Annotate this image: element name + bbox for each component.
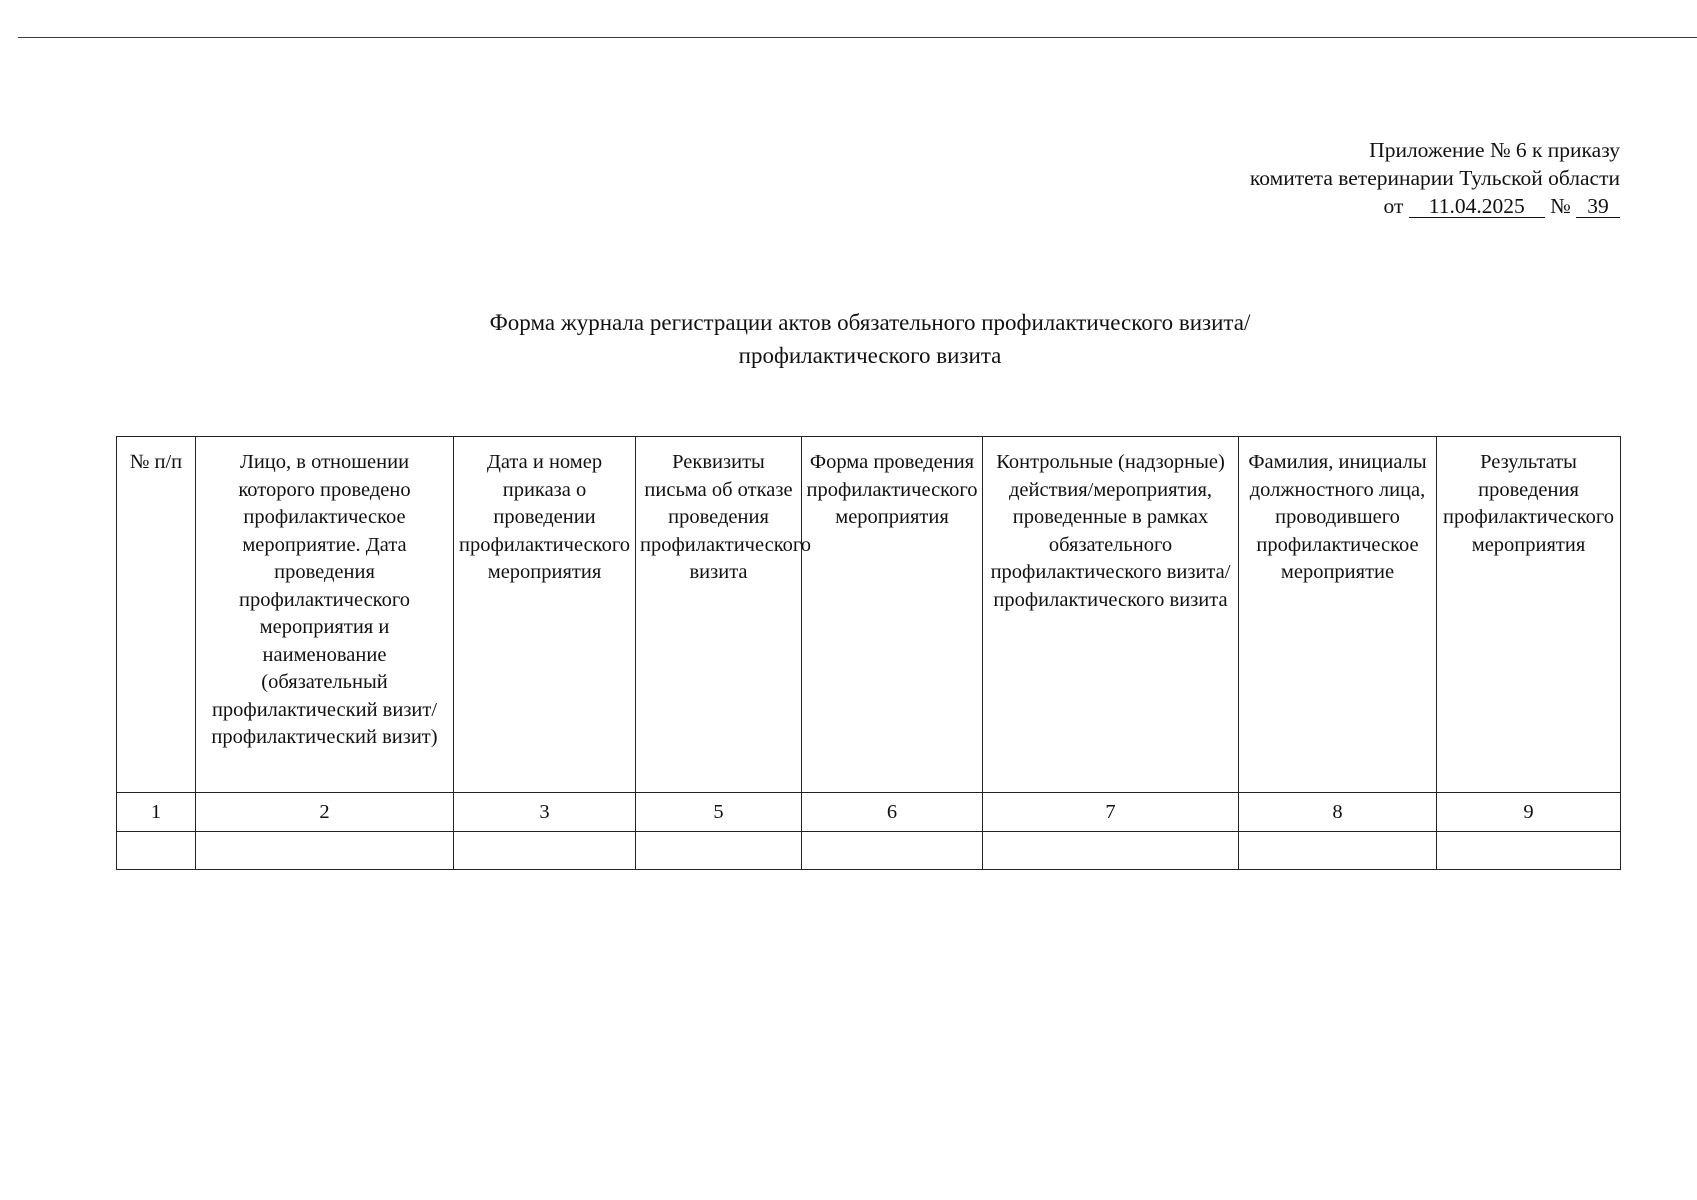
empty-cell — [196, 832, 454, 870]
header-cell-results: Результаты проведения профилактического мероприятия — [1437, 437, 1621, 793]
column-number: 2 — [196, 793, 454, 832]
column-numbers-row — [117, 793, 1621, 832]
document-title — [0, 306, 1697, 372]
appendix-line-2: комитета ветеринарии Тульской области — [1249, 166, 1620, 190]
title-line-1: Форма журнала регистрации актов обязательного профилактического визита/ — [489, 310, 1251, 335]
appendix-date-line — [1250, 192, 1620, 220]
column-number: 8 — [1239, 793, 1437, 832]
header-cell-order: Дата и номер приказа о проведении профилактического мероприятия — [454, 437, 636, 793]
header-cell-refusal-letter: Реквизиты письма об отказе проведения профилактического визита — [636, 437, 802, 793]
empty-cell — [117, 832, 196, 870]
column-number: 3 — [454, 793, 636, 832]
header-cell-control-actions: Контрольные (надзорные) действия/мероприятия, проведенные в рамках обязательного профилактического визита/профилактического визита — [983, 437, 1239, 793]
appendix-line-1: Приложение № 6 к приказу — [1369, 138, 1620, 162]
empty-cell — [636, 832, 802, 870]
journal-table — [116, 436, 1621, 870]
header-cell-number: № п/п — [117, 437, 196, 793]
column-number: 5 — [636, 793, 802, 832]
appendix-from-label: от — [1383, 194, 1404, 218]
column-number: 7 — [983, 793, 1239, 832]
appendix-number-label: № — [1550, 194, 1571, 218]
top-rule — [18, 37, 1697, 38]
appendix-number: 39 — [1576, 195, 1620, 218]
empty-cell — [454, 832, 636, 870]
empty-cell — [1239, 832, 1437, 870]
appendix-block — [1250, 136, 1620, 220]
empty-cell — [802, 832, 983, 870]
empty-cell — [1437, 832, 1621, 870]
empty-cell — [983, 832, 1239, 870]
table-header-row — [117, 437, 1621, 793]
header-cell-person: Лицо, в отношении которого проведено профилактическое мероприятие. Дата проведения профилактического мероприятия и наименование (обязательный профилактический визит/профилактический визит) — [196, 437, 454, 793]
column-number: 6 — [802, 793, 983, 832]
header-cell-official: Фамилия, инициалы должностного лица, проводившего профилактическое мероприятие — [1239, 437, 1437, 793]
appendix-date: 11.04.2025 — [1409, 195, 1545, 218]
column-number: 1 — [117, 793, 196, 832]
title-line-2: профилактического визита — [738, 343, 1002, 368]
column-number: 9 — [1437, 793, 1621, 832]
empty-entry-row — [117, 832, 1621, 870]
header-cell-form: Форма проведения профилактического мероприятия — [802, 437, 983, 793]
